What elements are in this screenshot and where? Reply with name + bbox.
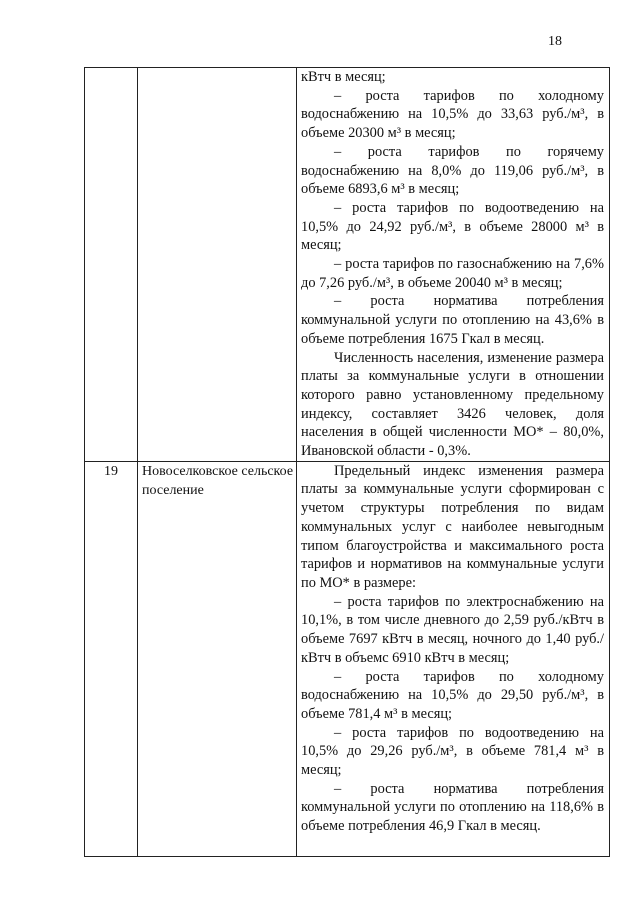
page-number: 18 xyxy=(548,34,562,49)
paragraph: – роста тарифов по газоснабжению на 7,6% до 7,26 руб./м³, в объеме 20040 м³ в месяц; xyxy=(301,256,604,291)
paragraph: – роста тарифов по холодному водоснабжению на 10,5% до 29,50 руб./м³, в объеме 781,4 м³ в месяц; xyxy=(301,668,604,722)
paragraph: – роста норматива потребления коммунальной услуги по отоплению на 43,6% в объеме потребления 1675 Гкал в месяц. xyxy=(301,293,604,347)
paragraph: – роста тарифов по холодному водоснабжению на 10,5% до 33,63 руб./м³, в объеме 20300 м³ в месяц; xyxy=(301,87,604,142)
paragraph: кВтч в месяц; xyxy=(301,69,386,85)
table-row xyxy=(85,461,610,856)
row-number-cell xyxy=(85,68,138,462)
paragraph: – роста норматива потребления коммунальной услуги по отоплению на 118,6% в объеме потребления 46,9 Гкал в месяц. xyxy=(301,780,604,835)
paragraph: Численность населения, изменение размера платы за коммунальные услуги в отношении которого равно установленному предельному индексу, составляет 3426 человек, доля населения в общей численности МО* – 80,0%, Ивановской области - 0,3%. xyxy=(301,349,604,460)
description-cell xyxy=(297,461,610,856)
table-row xyxy=(85,68,610,462)
row-number-cell: 19 xyxy=(85,461,138,856)
paragraph: – роста тарифов по водоотведению на 10,5% до 24,92 руб./м³, в объеме 28000 м³ в месяц; xyxy=(301,199,604,254)
paragraph: – роста тарифов по электроснабжению на 10,1%, в том числе дневного до 2,59 руб./кВтч в объеме 7697 кВтч в месяц, ночного до 1,40 руб./кВтч в объемс 6910 кВтч в месяц; xyxy=(301,593,604,666)
municipality-name-cell xyxy=(138,68,297,462)
paragraph: Предельный индекс изменения размера платы за коммунальные услуги сформирован с учетом структуры потребления по видам коммунальных услуг с наиболее невыгодным типом благоустройства и максимального роста тарифов и нормативов на коммунальные услуги по МО* в размере: xyxy=(301,462,604,591)
tariff-table xyxy=(84,67,610,857)
municipality-name-cell: Новоселковское сельское поселение xyxy=(138,461,297,856)
paragraph: – роста тарифов по горячему водоснабжению на 8,0% до 119,06 руб./м³, в объеме 6893,6 м³ в месяц; xyxy=(301,143,604,198)
description-cell xyxy=(297,68,610,462)
paragraph: – роста тарифов по водоотведению на 10,5% до 29,26 руб./м³, в объеме 781,4 м³ в месяц; xyxy=(301,724,604,779)
